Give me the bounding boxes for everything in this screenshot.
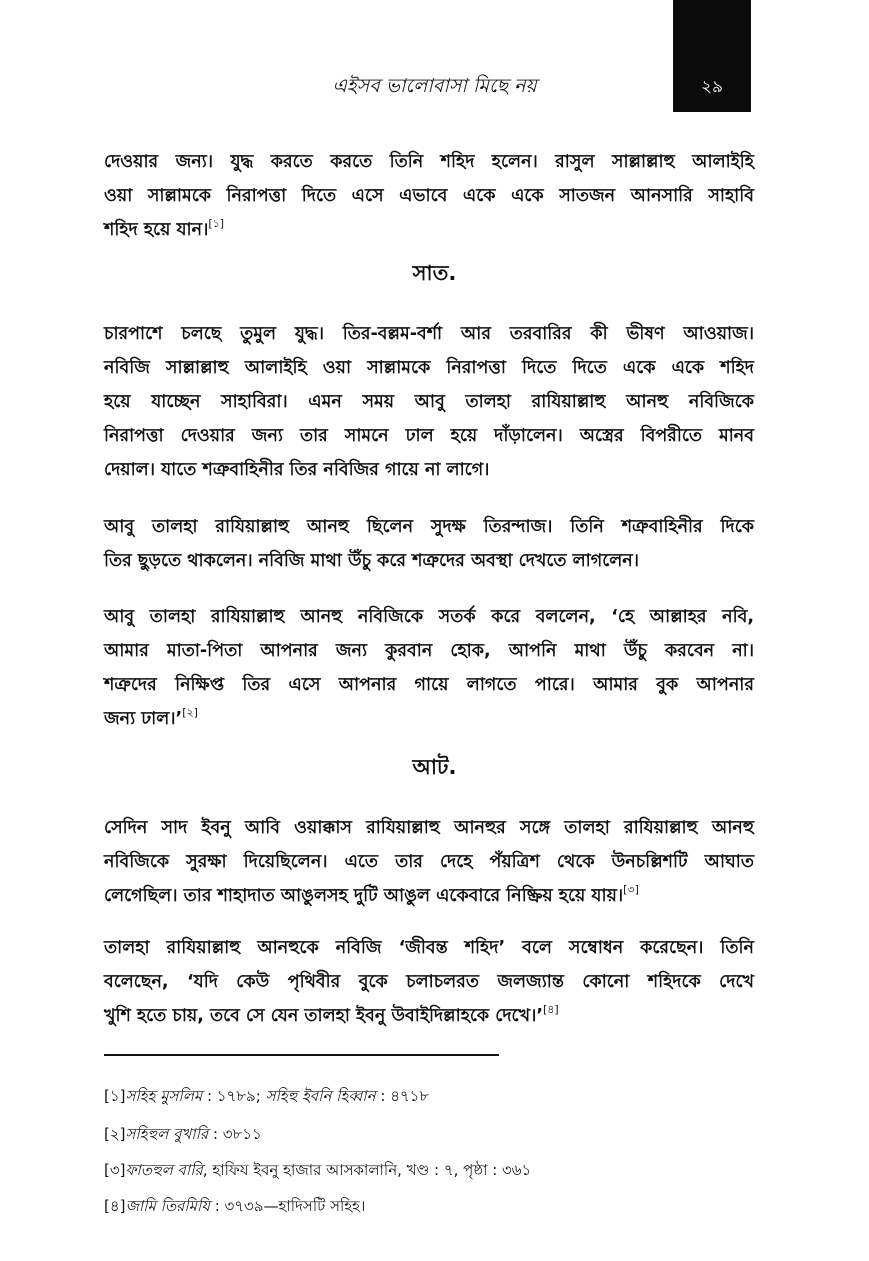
text-line-content: লেগেছিল। তার শাহাদাত আঙুলসহ দুটি আঙুল একেবারে নিষ্ক্রিয় হয়ে যায়।: [104, 886, 624, 906]
footnote-number: [৪]: [104, 1197, 126, 1215]
section-heading-seven: সাত.: [412, 261, 457, 285]
text-line: [104, 213, 754, 247]
footnote-ref: [৪]: [542, 1003, 559, 1016]
paragraph-1: [104, 145, 754, 247]
text-line: দেওয়ার জন্য। যুদ্ধ করতে করতে তিনি শহিদ হলেন। রাসুল সাল্লাল্লাহু আলাইহি: [104, 152, 754, 172]
footnote-detail: : ৩৭৩৯—হাদিসটি সহিহ।: [209, 1197, 366, 1215]
text-line: শত্রুদের নিক্ষিপ্ত তির এসে আপনার গায়ে লাগতে পারে। আমার বুক আপনার: [104, 675, 754, 695]
footnote-number: [২]: [104, 1125, 126, 1143]
footnote-detail: : ৪৭১৮: [375, 1087, 430, 1105]
text-line: বলেছেন, ‘যদি কেউ পৃথিবীর বুকে চলাচলরত জলজ্যান্ত কোনো শহিদকে দেখে: [104, 972, 754, 992]
footnote-number: [৩]: [104, 1161, 126, 1179]
footnote-detail: , হাফিয ইবনু হাজার আসকালানি, খণ্ড : ৭, পৃষ্ঠা : ৩৬১: [202, 1161, 532, 1179]
text-line: আবু তালহা রাযিয়াল্লাহু আনহু নবিজিকে সতর্ক করে বললেন, ‘হে আল্লাহর নবি,: [104, 607, 754, 627]
text-line: নবিজি সাল্লাল্লাহু আলাইহি ওয়া সাল্লামকে নিরাপত্তা দিতে দিতে একে একে শহিদ: [104, 358, 754, 378]
footnote-3: [104, 1158, 754, 1182]
text-line: [104, 702, 754, 736]
running-title: এইসব ভালোবাসা মিছে নয়: [332, 75, 537, 97]
text-line: চারপাশে চলছে তুমুল যুদ্ধ। তির-বল্লম-বর্শা আর তরবারির কী ভীষণ আওয়াজ।: [104, 324, 754, 344]
footnote-detail: : ১৭৮৯;: [202, 1087, 266, 1105]
footnote-source: সহিহ মুসলিম: [125, 1087, 203, 1105]
text-line: [104, 999, 754, 1033]
text-line: ওয়া সাল্লামকে নিরাপত্তা দিতে এসে এভাবে একে একে সাতজন আনসারি সাহাবি: [104, 186, 754, 206]
paragraph-3: [104, 510, 754, 578]
text-line: [104, 879, 754, 913]
text-line: সেদিন সাদ ইবনু আবি ওয়াক্কাস রাযিয়াল্লাহু আনহুর সঙ্গে তালহা রাযিয়াল্লাহু আনহু: [104, 818, 754, 838]
text-line: তির ছুড়তে থাকলেন। নবিজি মাথা উঁচু করে শত্রুদের অবস্থা দেখতে লাগলেন।: [104, 551, 639, 571]
footnote-4: [104, 1194, 754, 1218]
paragraph-6: [104, 931, 754, 1033]
section-heading-eight: আট.: [412, 755, 457, 779]
text-line-content: খুশি হতে চায়, তবে সে যেন তালহা ইবনু উবাইদিল্লাহকে দেখে।’: [104, 1006, 543, 1026]
footnote-ref: [১]: [208, 217, 225, 230]
footnote-ref: [২]: [182, 706, 198, 719]
text-line: আবু তালহা রাযিয়াল্লাহু আনহু ছিলেন সুদক্ষ তিরন্দাজ। তিনি শত্রুবাহিনীর দিকে: [104, 517, 754, 537]
page-number: ২৯: [700, 77, 724, 97]
footnote-number: [১]: [104, 1087, 126, 1105]
footnote-detail: : ৩৮১১: [208, 1125, 262, 1143]
footnote-ref: [৩]: [623, 883, 639, 896]
text-line: নিরাপত্তা দেওয়ার জন্য তার সামনে ঢাল হয়ে দাঁড়ালেন। অস্ত্রের বিপরীতে মানব: [104, 426, 754, 446]
footnote-source: সহিহুল বুখারি: [125, 1125, 209, 1143]
paragraph-2: [104, 317, 754, 487]
paragraph-5: [104, 811, 754, 913]
footnote-source: জামি তিরমিযি: [125, 1197, 210, 1215]
footnote-1: [104, 1084, 754, 1108]
text-line: হয়ে যাচ্ছেন সাহাবিরা। এমন সময় আবু তালহা রাযিয়াল্লাহু আনহু নবিজিকে: [104, 392, 754, 412]
text-line: দেয়াল। যাতে শত্রুবাহিনীর তির নবিজির গায়ে না লাগে।: [104, 460, 490, 480]
text-line-content: জন্য ঢাল।’: [104, 709, 183, 729]
footnote-divider: [104, 1054, 499, 1056]
page-number-box: [673, 0, 751, 112]
paragraph-4: [104, 600, 754, 736]
text-line: নবিজিকে সুরক্ষা দিয়েছিলেন। এতে তার দেহে পঁয়ত্রিশ থেকে উনচল্লিশটি আঘাত: [104, 852, 754, 872]
text-line-content: শহিদ হয়ে যান।: [104, 220, 209, 240]
footnote-2: [104, 1122, 754, 1146]
footnote-source: সহিহু ইবনি হিব্বান: [265, 1087, 376, 1105]
footnote-source: ফাতহুল বারি: [125, 1161, 203, 1179]
text-line: আমার মাতা-পিতা আপনার জন্য কুরবান হোক, আপনি মাথা উঁচু করবেন না।: [104, 641, 754, 661]
text-line: তালহা রাযিয়াল্লাহু আনহুকে নবিজি ‘জীবন্ত শহিদ’ বলে সম্বোধন করেছেন। তিনি: [104, 938, 754, 958]
